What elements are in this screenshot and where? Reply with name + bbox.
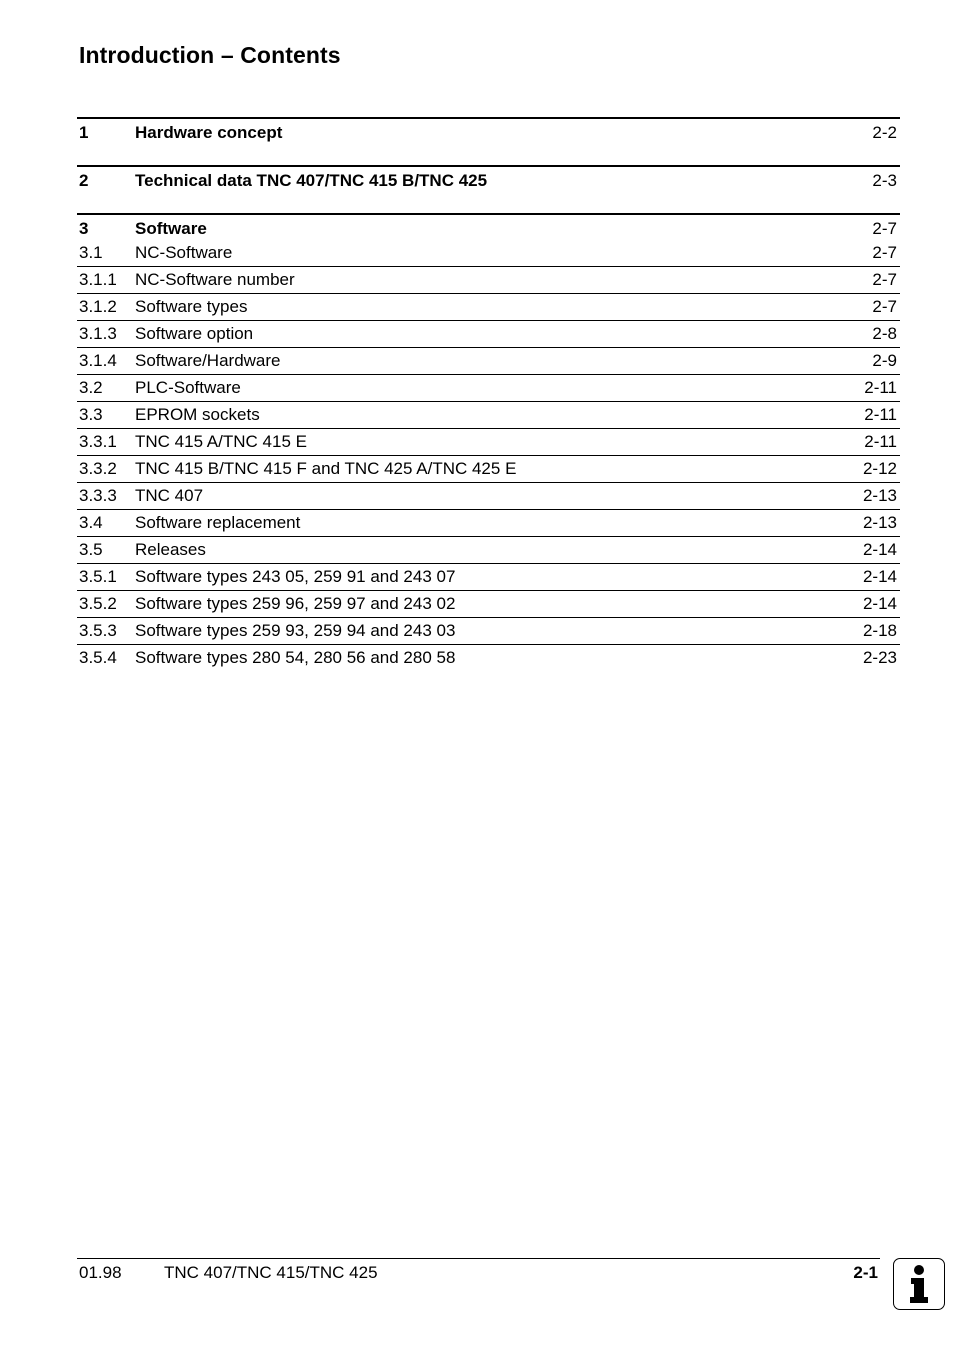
toc-section-row[interactable] bbox=[77, 536, 900, 563]
section-number: 3.3.2 bbox=[79, 459, 117, 478]
chapter-page: 2-3 bbox=[872, 171, 897, 190]
section-title: Software types 280 54, 280 56 and 280 58 bbox=[135, 648, 456, 667]
chapter-number: 3 bbox=[79, 219, 89, 238]
section-title: PLC-Software bbox=[135, 378, 241, 397]
section-page: 2-18 bbox=[862, 621, 897, 640]
section-number: 3.3.3 bbox=[79, 486, 117, 505]
section-number: 3.5.4 bbox=[79, 648, 117, 667]
section-title: Releases bbox=[135, 540, 206, 559]
section-title: Software types 259 96, 259 97 and 243 02 bbox=[135, 594, 456, 613]
section-number: 3.1.3 bbox=[79, 324, 117, 343]
section-number: 3.3.1 bbox=[79, 432, 117, 451]
section-page: 2-14 bbox=[862, 594, 897, 613]
table-of-contents bbox=[77, 117, 900, 671]
section-title: TNC 415 B/TNC 415 F and TNC 425 A/TNC 425 E bbox=[135, 459, 517, 478]
section-page: 2-7 bbox=[872, 270, 897, 289]
chapter-page: 2-7 bbox=[872, 219, 897, 238]
section-title: Software option bbox=[135, 324, 254, 343]
toc-section-row[interactable] bbox=[77, 455, 900, 482]
section-page: 2-11 bbox=[864, 405, 897, 424]
chapter-title: Technical data TNC 407/TNC 415 B/TNC 425 bbox=[135, 171, 488, 190]
footer-rule bbox=[77, 1258, 880, 1259]
section-number: 3.5.2 bbox=[79, 594, 117, 613]
section-number: 3.1 bbox=[79, 242, 103, 262]
section-page: 2-14 bbox=[862, 540, 897, 559]
section-page: 2-23 bbox=[862, 648, 897, 667]
toc-section-row[interactable] bbox=[77, 482, 900, 509]
footer-model: TNC 407/TNC 415/TNC 425 bbox=[164, 1263, 378, 1282]
section-number: 3.1.4 bbox=[79, 351, 117, 370]
toc-section-row[interactable] bbox=[77, 320, 900, 347]
toc-chapter-3[interactable] bbox=[77, 213, 900, 239]
toc-section-row[interactable] bbox=[77, 239, 900, 266]
section-number: 3.1.2 bbox=[79, 297, 117, 316]
section-title: TNC 415 A/TNC 415 E bbox=[135, 432, 307, 451]
section-page: 2-7 bbox=[872, 242, 897, 262]
section-title: Software types bbox=[135, 297, 248, 316]
section-title: Software types 243 05, 259 91 and 243 07 bbox=[135, 567, 456, 586]
section-number: 3.5.3 bbox=[79, 621, 117, 640]
toc-chapter-2[interactable] bbox=[77, 165, 900, 213]
section-page: 2-14 bbox=[862, 567, 897, 586]
section-number: 3.1.1 bbox=[79, 270, 117, 289]
toc-section-row[interactable] bbox=[77, 590, 900, 617]
section-title: Software/Hardware bbox=[135, 351, 281, 370]
toc-section-row[interactable] bbox=[77, 293, 900, 320]
section-title: TNC 407 bbox=[135, 486, 204, 505]
info-icon bbox=[893, 1258, 945, 1310]
section-title: Software types 259 93, 259 94 and 243 03 bbox=[135, 621, 456, 640]
page-title: Introduction – Contents bbox=[79, 42, 341, 68]
section-number: 3.3 bbox=[79, 405, 103, 424]
section-page: 2-11 bbox=[864, 432, 897, 451]
toc-section-row[interactable] bbox=[77, 644, 900, 671]
section-number: 3.5.1 bbox=[79, 567, 117, 586]
section-page: 2-9 bbox=[872, 351, 897, 370]
chapter-title: Software bbox=[135, 219, 207, 238]
section-title: NC-Software bbox=[135, 242, 233, 262]
chapter-number: 1 bbox=[79, 123, 89, 142]
section-page: 2-11 bbox=[864, 378, 897, 397]
toc-section-row[interactable] bbox=[77, 617, 900, 644]
chapter-page: 2-2 bbox=[872, 123, 897, 142]
section-number: 3.5 bbox=[79, 540, 103, 559]
toc-section-row[interactable] bbox=[77, 428, 900, 455]
section-page: 2-13 bbox=[862, 486, 897, 505]
toc-section-row[interactable] bbox=[77, 509, 900, 536]
section-page: 2-7 bbox=[872, 297, 897, 316]
section-number: 3.4 bbox=[79, 513, 103, 532]
section-title: EPROM sockets bbox=[135, 405, 260, 424]
section-page: 2-13 bbox=[862, 513, 897, 532]
toc-section-row[interactable] bbox=[77, 347, 900, 374]
toc-chapter-1[interactable] bbox=[77, 117, 900, 165]
footer-date: 01.98 bbox=[79, 1263, 122, 1282]
toc-section-row[interactable] bbox=[77, 374, 900, 401]
chapter-number: 2 bbox=[79, 171, 89, 190]
chapter-title: Hardware concept bbox=[135, 123, 283, 142]
toc-section-row[interactable] bbox=[77, 401, 900, 428]
footer-page-number: 2-1 bbox=[853, 1263, 878, 1282]
section-title: Software replacement bbox=[135, 513, 301, 532]
section-page: 2-12 bbox=[862, 459, 897, 478]
toc-section-row[interactable] bbox=[77, 563, 900, 590]
toc-section-row[interactable] bbox=[77, 266, 900, 293]
section-title: NC-Software number bbox=[135, 270, 295, 289]
section-number: 3.2 bbox=[79, 378, 103, 397]
section-page: 2-8 bbox=[872, 324, 897, 343]
